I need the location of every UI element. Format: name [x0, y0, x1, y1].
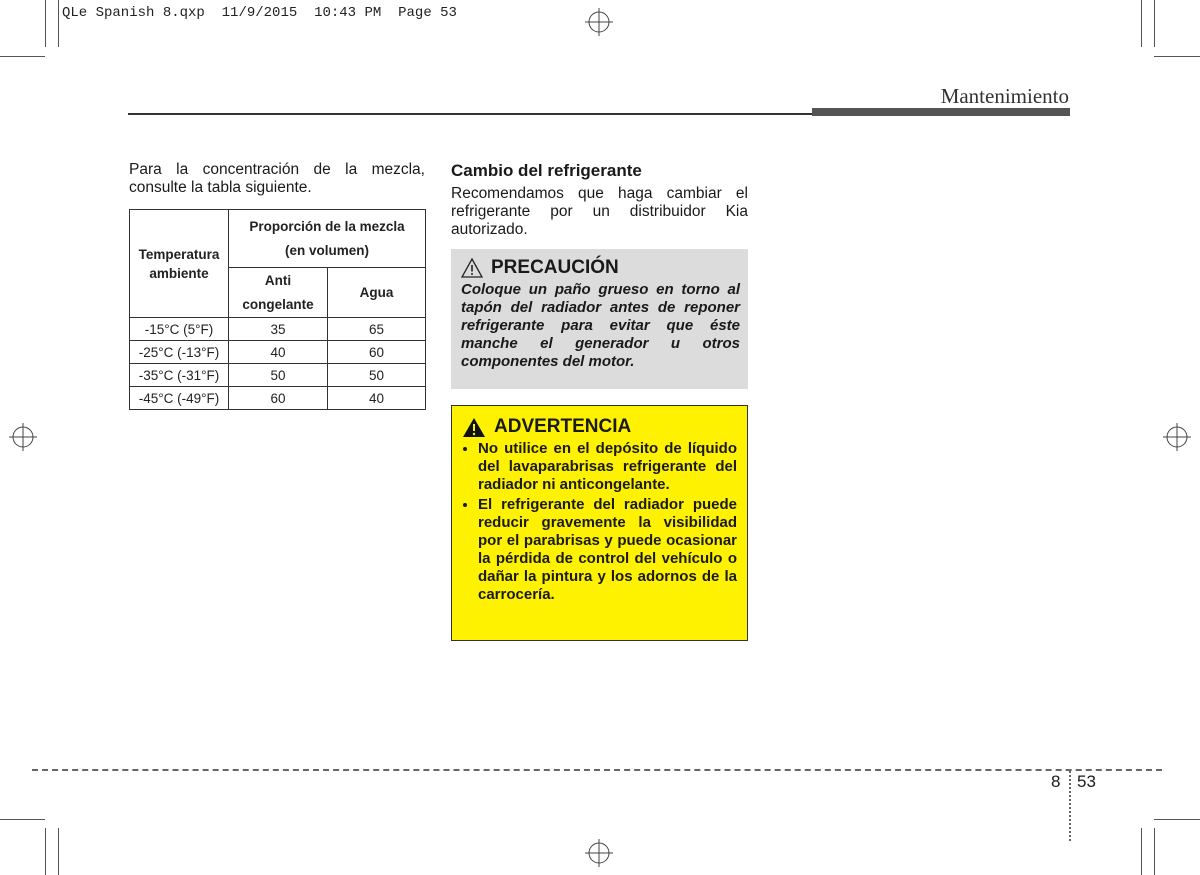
table-row: [130, 318, 426, 341]
warning-item: • El refrigerante del radiador puede reducir gravemente la visibilidad por el parabrisas y puede ocasionar la pérdida de control del vehículo o dañar la pintura y los adornos de la carrocería.: [478, 496, 737, 604]
table-header-ratio: [229, 210, 426, 268]
cell-anti: 50: [229, 364, 328, 387]
intro-text: Para la concentración de la mezcla, consulte la tabla siguiente.: [129, 161, 425, 196]
cell-anti: 35: [229, 318, 328, 341]
slug-date: 11/9/2015: [221, 5, 298, 21]
warning-list: [462, 440, 737, 604]
cell-water: 40: [328, 387, 426, 410]
print-slug: [62, 5, 457, 21]
crop-mark: [58, 0, 59, 47]
warning-item: • No utilice en el depósito de líquido del lavaparabrisas refrigerante del radiador ni anticongelante.: [478, 440, 737, 494]
cell-temp: -35°C (-31°F): [130, 364, 229, 387]
table-header-water: Agua: [328, 268, 426, 318]
mixture-table: [129, 209, 426, 410]
section-title: Mantenimiento: [940, 84, 1069, 108]
cell-anti: 40: [229, 341, 328, 364]
anti-line-2: congelante: [242, 296, 314, 312]
registration-mark-icon: [585, 8, 613, 36]
caution-triangle-icon: [461, 258, 483, 278]
table-header-antifreeze: [229, 268, 328, 318]
caution-title: PRECAUCIÓN: [491, 257, 619, 278]
crop-mark: [0, 56, 45, 57]
caution-box: [451, 249, 748, 389]
crop-mark: [0, 819, 45, 820]
registration-mark-icon: [1163, 423, 1191, 451]
coolant-change-heading: Cambio del refrigerante: [451, 161, 642, 180]
caution-text: Coloque un paño grueso en torno al tapón del radiador antes de reponer refrigerante para evitar que éste manche el generador u otros componentes del motor.: [461, 281, 740, 370]
caution-title-row: [461, 257, 740, 279]
table-row: [130, 341, 426, 364]
warning-triangle-icon: [462, 417, 486, 438]
registration-mark-icon: [585, 839, 613, 867]
crop-mark: [1141, 828, 1142, 875]
crop-mark: [45, 828, 46, 875]
ratio-line-2: (en volumen): [284, 242, 369, 258]
crop-mark: [1154, 0, 1155, 47]
slug-time: 10:43 PM: [314, 5, 382, 21]
warning-box: [451, 405, 748, 641]
anti-line-1: Anti: [264, 272, 292, 288]
coolant-change-text: Recomendamos que haga cambiar el refrigerante por un distribuidor Kia autorizado.: [451, 185, 748, 238]
slug-page: Page 53: [398, 5, 457, 21]
slug-file: QLe Spanish 8.qxp: [62, 5, 205, 21]
crop-mark: [58, 828, 59, 875]
cell-temp: -15°C (5°F): [130, 318, 229, 341]
cell-temp: -45°C (-49°F): [130, 387, 229, 410]
crop-mark: [1154, 828, 1155, 875]
footer-rule: [32, 769, 1162, 771]
ratio-line-1: Proporción de la mezcla: [249, 218, 405, 234]
crop-mark: [1154, 56, 1200, 57]
header-rule-bar: [812, 108, 1070, 116]
chapter-number: 8: [1051, 772, 1061, 791]
page-number: 53: [1077, 772, 1096, 791]
warning-title: ADVERTENCIA: [494, 416, 632, 437]
header-rule: [128, 113, 812, 115]
cell-water: 65: [328, 318, 426, 341]
registration-mark-icon: [9, 423, 37, 451]
warning-title-row: [462, 416, 737, 438]
crop-mark: [1154, 819, 1200, 820]
cell-temp: -25°C (-13°F): [130, 341, 229, 364]
cell-water: 60: [328, 341, 426, 364]
crop-mark: [45, 0, 46, 47]
table-header-temperature: Temperatura ambiente: [130, 210, 229, 318]
crop-mark: [1141, 0, 1142, 47]
cell-water: 50: [328, 364, 426, 387]
cell-anti: 60: [229, 387, 328, 410]
table-row: [130, 387, 426, 410]
footer-divider: [1069, 771, 1071, 841]
table-row: [130, 364, 426, 387]
